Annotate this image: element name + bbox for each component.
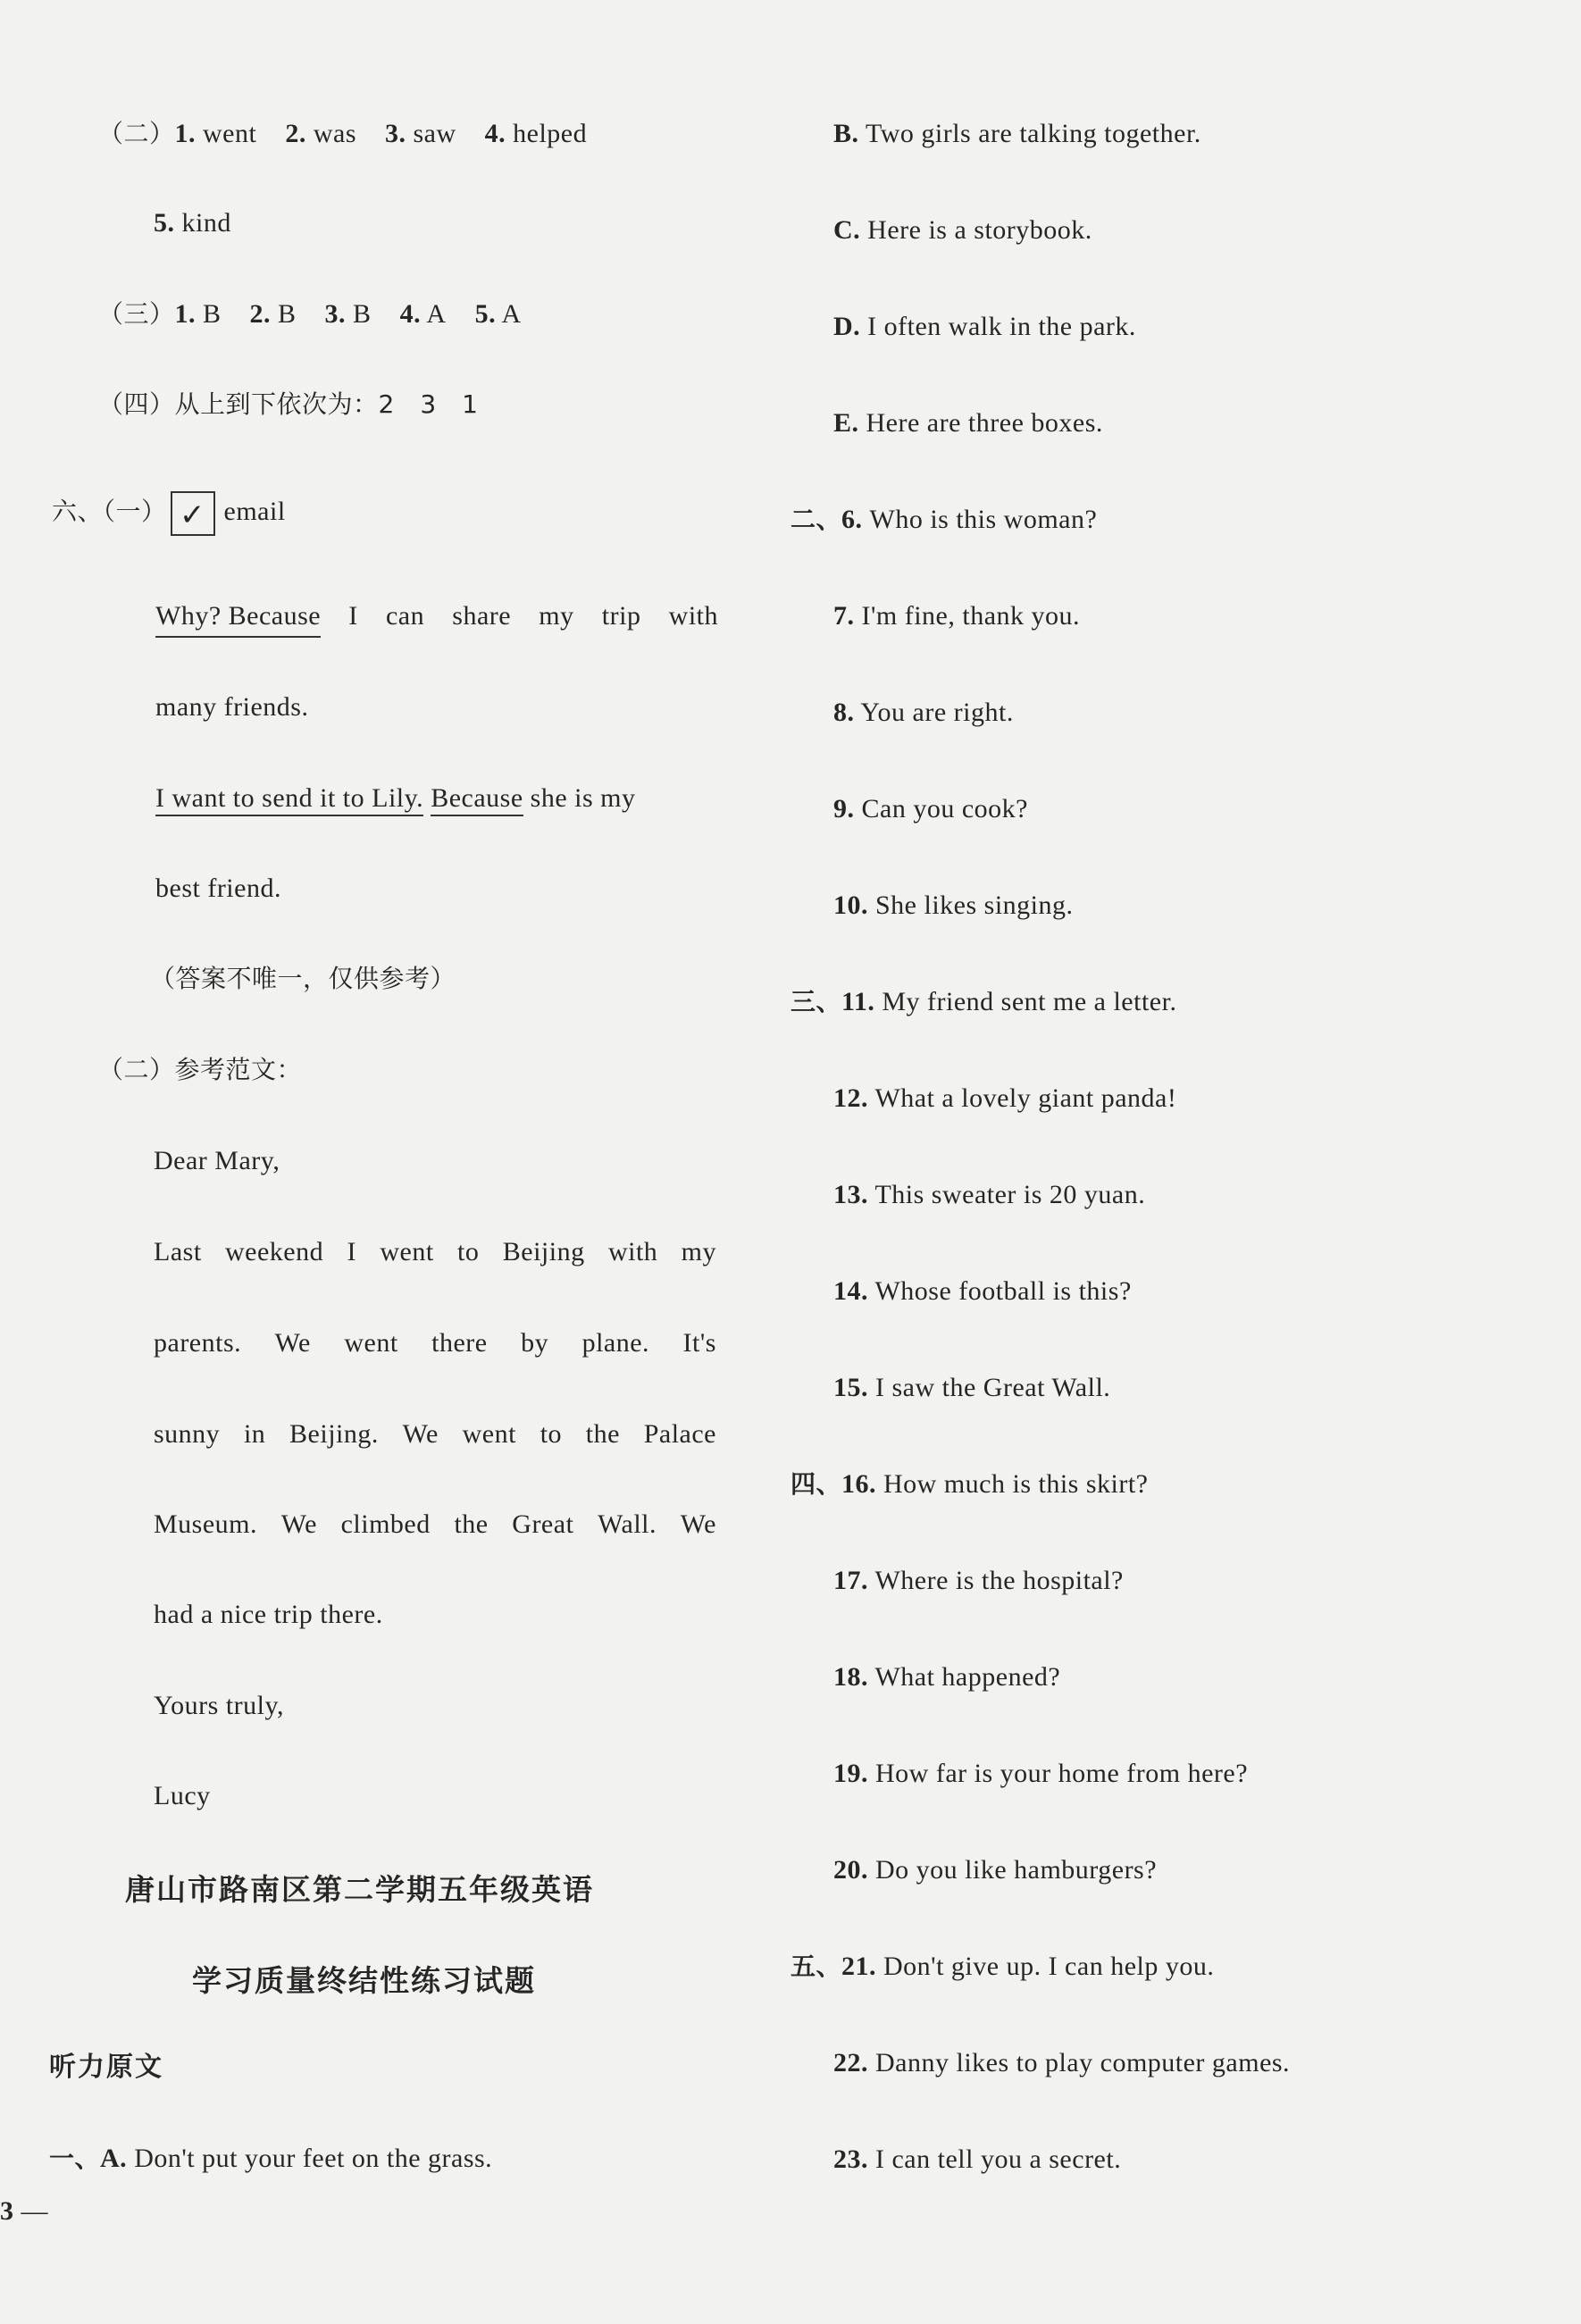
item-text: Here are three boxes. (866, 408, 1103, 438)
answer-item (833, 116, 1201, 152)
letter-line: Museum. We climbed the Great Wall. We (154, 1509, 716, 1539)
section-one-item-a: 一、A. Don't put your feet on the grass. (49, 2144, 493, 2173)
part3-answers: （三）1. B 2. B 3. B 4. A 5. A (98, 299, 522, 329)
letter-closing: Yours truly, (154, 1691, 285, 1720)
item-number: 12. (833, 1083, 868, 1113)
item-text: What a lovely giant panda! (874, 1083, 1177, 1113)
letter-line: Last weekend I went to Beijing with my (154, 1237, 716, 1266)
item-number: 18. (833, 1662, 868, 1692)
item-number: E. (833, 408, 859, 438)
item-number: B. (833, 119, 859, 148)
item-number: 7. (833, 601, 855, 631)
item-number: D. (833, 312, 861, 341)
answer-item (833, 1177, 1145, 1213)
item-number: 11. (841, 987, 875, 1016)
item-number: 10. (833, 890, 868, 920)
item-text: I often walk in the park. (867, 312, 1136, 341)
letter-line: sunny in Beijing. We went to the Palace (154, 1419, 716, 1449)
answer-item (833, 598, 1080, 634)
item-text: What happened? (874, 1662, 1061, 1692)
item-text: I can tell you a secret. (875, 2144, 1122, 2174)
reference-note: （答案不唯一，仅供参考） (150, 964, 456, 993)
listening-heading: 听力原文 (49, 2052, 163, 2083)
part2-prefix: （二） (98, 119, 175, 148)
answer-item (833, 2045, 1290, 2081)
check-mark-box: ✓ (171, 491, 215, 536)
answer-item (833, 1081, 1176, 1116)
item-number: 8. (833, 698, 855, 727)
answer-item (833, 1274, 1132, 1309)
item-text: Whose football is this? (874, 1276, 1132, 1306)
item-text: She likes singing. (875, 890, 1074, 920)
section-prefix: 四、 (790, 1469, 842, 1499)
answer-item (790, 1467, 1149, 1502)
answer-item (833, 791, 1028, 827)
part4-order: （四）从上到下依次为：2 3 1 (98, 389, 479, 419)
answer-item (833, 405, 1103, 441)
item-number: 14. (833, 1276, 868, 1306)
item-text: You are right. (860, 698, 1014, 727)
answer-item (833, 695, 1014, 731)
answer-item (833, 888, 1074, 924)
answer-item (833, 1370, 1110, 1406)
item-text: My friend sent me a letter. (882, 987, 1177, 1016)
send-line-2: best friend. (155, 874, 281, 903)
letter-signature: Lucy (154, 1781, 211, 1810)
item-number: 9. (833, 794, 855, 823)
letter-line: had a nice trip there. (154, 1600, 383, 1629)
letter-greeting: Dear Mary, (154, 1146, 280, 1175)
item-text: I'm fine, thank you. (861, 601, 1081, 631)
section-prefix: 五、 (790, 1952, 842, 1981)
answer-item (833, 309, 1136, 345)
send-line-1: I want to send it to Lily. Because she is my (155, 781, 635, 816)
item-number: 16. (841, 1469, 877, 1499)
sample-essay-title: （二）参考范文： (98, 1055, 303, 1084)
item-number: C. (833, 215, 861, 245)
item-text: Can you cook? (861, 794, 1028, 823)
item-text: Two girls are talking together. (865, 119, 1201, 148)
exam-title-line2: 学习质量终结性练习试题 (192, 1963, 536, 1998)
item-text: How far is your home from here? (875, 1759, 1249, 1788)
answer-item (833, 2142, 1121, 2178)
answer-item (833, 213, 1092, 248)
answer-item (833, 1756, 1248, 1792)
item-number: 15. (833, 1373, 868, 1402)
answer-item (790, 1949, 1214, 1985)
item-number: 23. (833, 2144, 868, 2174)
letter-line: parents. We went there by plane. It's (154, 1328, 716, 1358)
item-number: 17. (833, 1566, 868, 1595)
item-text: Where is the hospital? (874, 1566, 1124, 1595)
part2-answers-row1: （二）1. went 2. was 3. saw 4. helped (98, 119, 588, 148)
answer-item (790, 984, 1176, 1020)
item-number: 19. (833, 1759, 868, 1788)
item-number: 22. (833, 2048, 868, 2077)
item-text: This sweater is 20 yuan. (874, 1180, 1146, 1209)
item-text: Who is this woman? (869, 505, 1098, 534)
answer-item (833, 1659, 1060, 1695)
why-line-2: many friends. (155, 692, 309, 722)
item-number: 20. (833, 1855, 868, 1885)
answer-item (833, 1852, 1157, 1888)
item-text: Danny likes to play computer games. (875, 2048, 1291, 2077)
part2-answers-row2: 5. kind (154, 208, 231, 238)
item-text: Do you like hamburgers? (875, 1855, 1158, 1885)
item-text: Don't give up. I can help you. (883, 1952, 1215, 1981)
item-number: 6. (841, 505, 863, 534)
answer-item (833, 1563, 1124, 1599)
item-text: Here is a storybook. (867, 215, 1092, 245)
page-number: 3 — (0, 2196, 48, 2226)
item-text: How much is this skirt? (883, 1469, 1149, 1499)
why-line-1: Why? Because I can share my trip with (155, 598, 718, 638)
item-number: 13. (833, 1180, 868, 1209)
answer-item (790, 502, 1097, 538)
section-prefix: 二、 (790, 505, 842, 534)
exam-title-line1: 唐山市路南区第二学期五年级英语 (125, 1872, 594, 1907)
item-text: I saw the Great Wall. (875, 1373, 1111, 1402)
section-prefix: 三、 (790, 987, 842, 1016)
section-six-header: 六、（一） ✓ email (52, 491, 286, 536)
item-number: 21. (841, 1952, 877, 1981)
